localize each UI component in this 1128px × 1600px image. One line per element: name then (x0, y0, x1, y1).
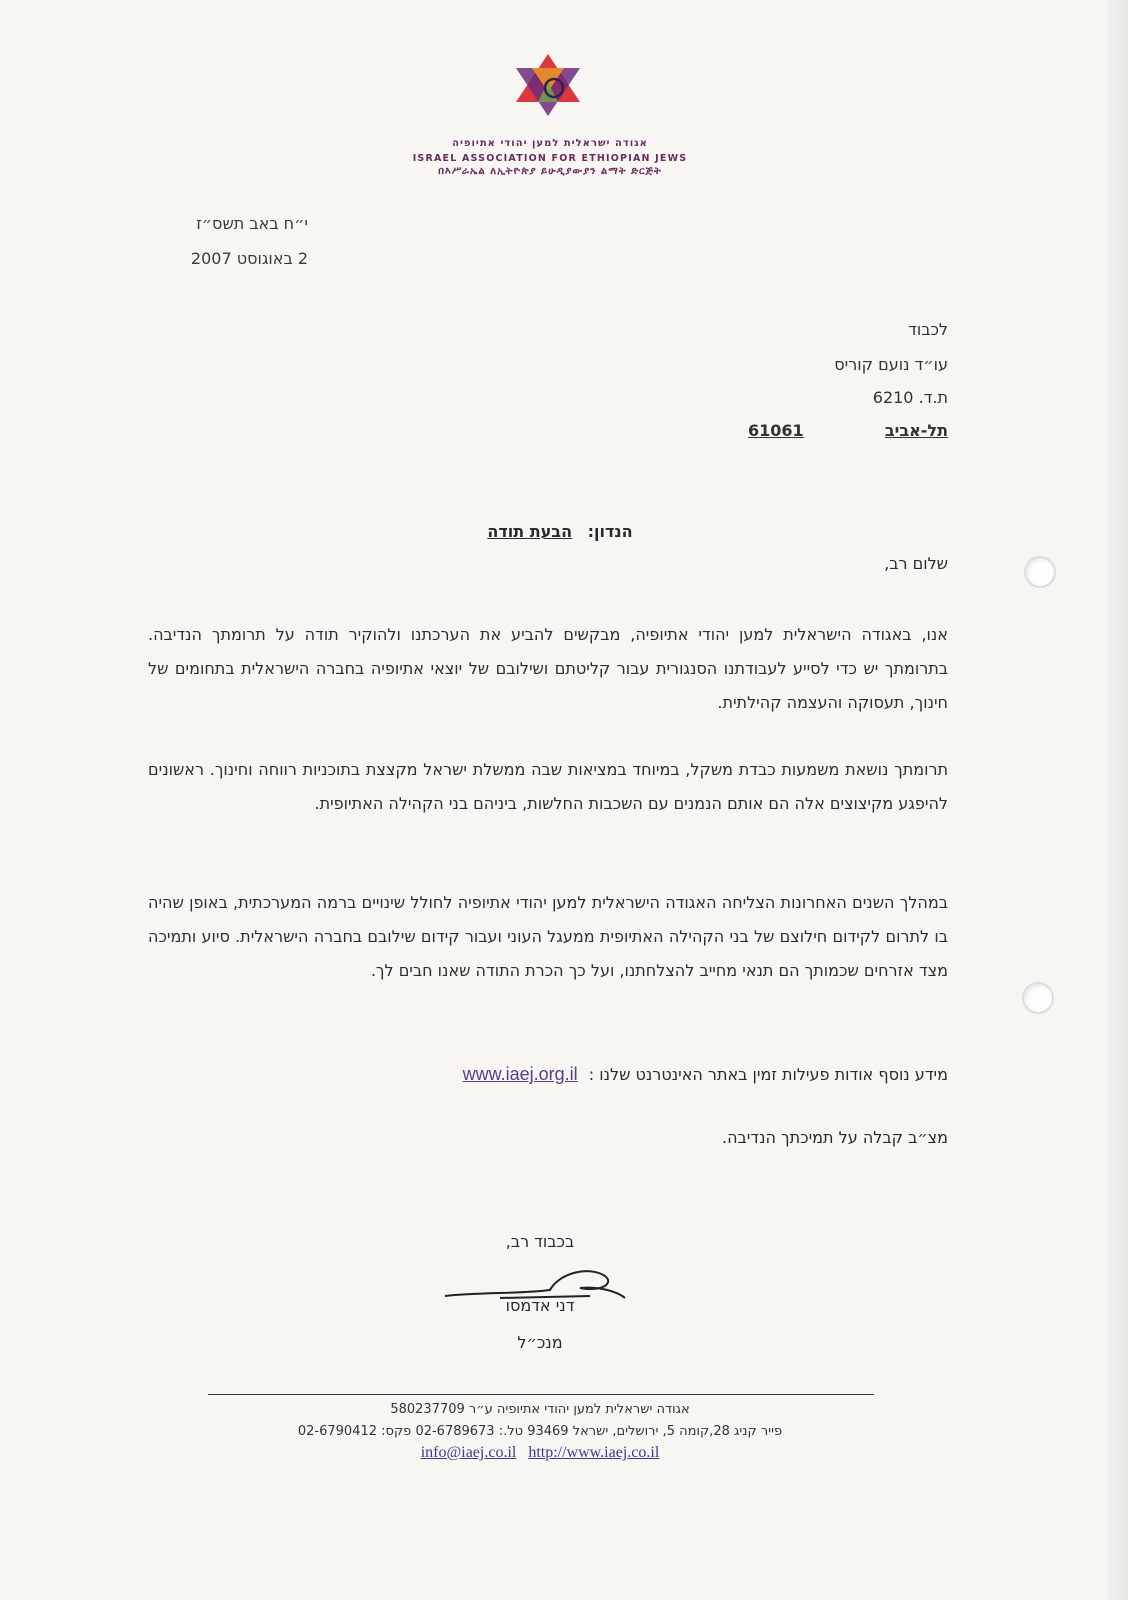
binder-hole (1024, 556, 1056, 588)
website-link[interactable]: www.iaej.org.il (462, 1064, 578, 1084)
footer-website-link[interactable]: http://www.iaej.co.il (528, 1444, 660, 1461)
more-info-line (463, 1064, 948, 1085)
body-paragraph: תרומתך נושאת משמעות כבדת משקל, במיוחד במציאות שבה ממשלת ישראל מקצצת בתוכניות רווחה וחינוך. ראשונים להיפגע מקיצוצים אלה הם אותם הנמנים עם השכבות החלשות, ביניהם בני הקהילה האתיופית. (148, 760, 948, 813)
recipient-city: תל-אביב (884, 421, 948, 440)
org-name-hebrew: אגודה ישראלית למען יהודי אתיופיה (452, 138, 648, 149)
recipient-zip: 61061 (748, 421, 804, 440)
signer-name: דני אדמסו (505, 1296, 575, 1315)
footer-address-line: פייר קניג 28,קומה 5, ירושלים, ישראל 93469 טל.: 02-6789673 פקס: 02-6790412 (297, 1424, 783, 1439)
recipient-salutation: לכבוד (908, 320, 948, 339)
body-paragraph: במהלך השנים האחרונות הצליחה האגודה הישראלית למען יהודי אתיופיה לחולל שינויים ברמה המערכתית, באופן שהיה בו לתרום לקידום חילוצם של בני הקהילה האתיופית ממעגל העוני ועבור קידום שילובם בחברה הישראלית. סיוע ותמיכה מצד אזרחים שכמותך הם תנאי מחייב להצלחתנו, ועל כך הכרת התודה שאנו חבים לך. (148, 893, 948, 980)
footer-org-line: אגודה ישראלית למען יהודי אתיופיה ע״ר 580237709 (390, 1402, 690, 1417)
closing-regards: בכבוד רב, (505, 1232, 575, 1251)
hebrew-date: י״ח באב תשס״ז (196, 214, 308, 233)
greeting: שלום רב, (884, 554, 948, 573)
more-info-text: מידע נוסף אודות פעילות זמין באתר האינטרנט שלנו : (588, 1065, 948, 1084)
gregorian-date: 2 באוגוסט 2007 (190, 249, 308, 268)
recipient-name: עו״ד נועם קוריס (834, 355, 948, 374)
footer-links (200, 1444, 880, 1462)
org-name-amharic: በእሥራኤል ለኢትዮጵያ ይሁዲያውያን ልማት ድርጅት (438, 166, 662, 177)
footer-email-link[interactable]: info@iaej.co.il (420, 1444, 517, 1461)
page-edge-shadow (1108, 0, 1128, 1600)
signer-title: מנכ״ל (517, 1333, 563, 1352)
recipient-po-box: ת.ד. 6210 (872, 388, 948, 407)
recipient-city-line (748, 421, 948, 440)
subject-label: הנדון: (587, 522, 633, 541)
footer-divider (208, 1394, 874, 1395)
binder-hole (1022, 982, 1054, 1014)
star-of-david-logo (508, 52, 588, 118)
receipt-note: מצ״ב קבלה על תמיכתך הנדיבה. (721, 1128, 948, 1147)
body-paragraph: אנו, באגודה הישראלית למען יהודי אתיופיה, מבקשים להביע את הערכתנו ולהוקיר תודה על תרומתך הנדיבה. בתרומתך יש כדי לסייע לעבודתנו הסנגורית עבור קליטתם ושילובם של יוצאי אתיופיה בחברה הישראלית בתחומים של חינוך, תעסוקה והעצמה קהילתית. (148, 625, 948, 712)
subject-text: הבעת תודה (487, 522, 573, 541)
subject-line (340, 522, 780, 541)
org-name-english: ISRAEL ASSOCIATION FOR ETHIOPIAN JEWS (412, 153, 688, 164)
